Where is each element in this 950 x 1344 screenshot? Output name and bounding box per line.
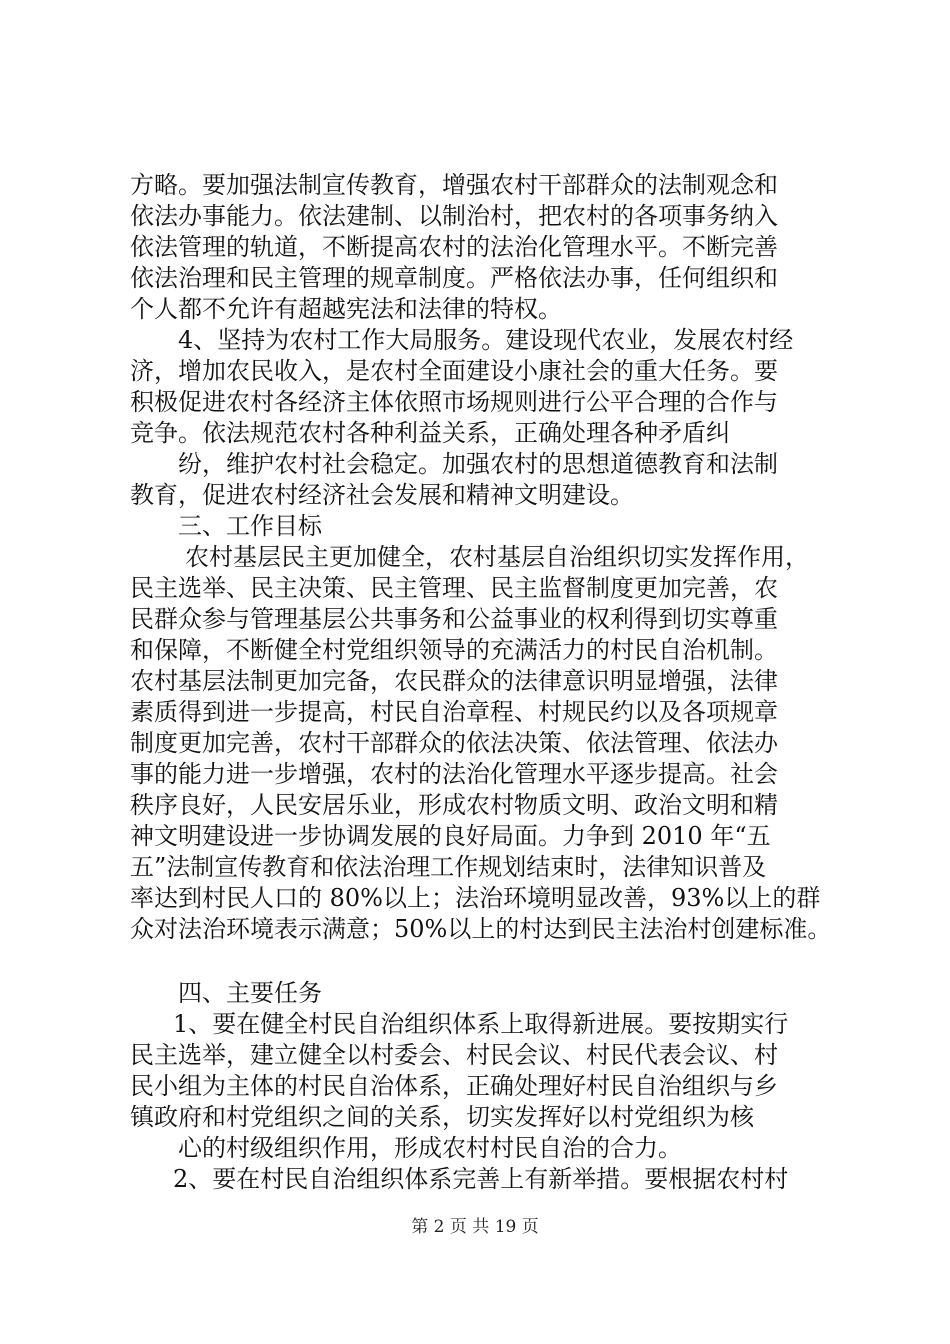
text-line: 依法管理的轨道，不断提高农村的法治化管理水平。不断完善: [130, 233, 778, 261]
text-line: 济，增加农民收入，是农村全面建设小康社会的重大任务。要: [130, 357, 778, 385]
text-line: 方略。要加强法制宣传教育，增强农村干部群众的法制观念和: [130, 171, 778, 199]
text-line: 民主选举、民主决策、民主管理、民主监督制度更加完善，农: [130, 574, 778, 602]
text-line: 竞争。依法规范农村各种利益关系，正确处理各种矛盾纠: [130, 419, 730, 447]
text-line-indented: 心的村级组织作用，形成农村村民自治的合力。: [178, 1134, 682, 1162]
section-heading: 三、工作目标: [178, 512, 322, 540]
text-line: 镇政府和村党组织之间的关系，切实发挥好以村党组织为核: [130, 1103, 754, 1131]
text-line: 民小组为主体的村民自治体系，正确处理好村民自治组织与乡: [130, 1072, 778, 1100]
text-line: 农村基层法制更加完备，农民群众的法律意识明显增强，法律: [130, 667, 778, 695]
paragraph-gap: [0, 945, 950, 978]
text-line: 积极促进农村各经济主体依照市场规则进行公平合理的合作与: [130, 388, 778, 416]
section-heading: 四、主要任务: [178, 979, 322, 1007]
paragraph-start: 2、要在村民自治组织体系完善上有新举措。要根据农村村: [173, 1165, 789, 1193]
document-body: [0, 170, 950, 1195]
text-line: 事的能力进一步增强，农村的法治化管理水平逐步提高。社会: [130, 760, 778, 788]
page-footer: 第 2 页 共 19 页: [411, 1217, 539, 1237]
paragraph-start: 4、坚持为农村工作大局服务。建设现代农业，发展农村经: [178, 326, 794, 354]
text-line: 秩序良好，人民安居乐业，形成农村物质文明、政治文明和精: [130, 791, 778, 819]
text-line: 五”法制宣传教育和依法治理工作规划结束时，法律知识普及: [130, 853, 767, 881]
text-line: 众对法治环境表示满意；50%以上的村达到民主法治村创建标准。: [130, 915, 832, 943]
paragraph-start: 1、要在健全村民自治组织体系上取得新进展。要按期实行: [173, 1010, 789, 1038]
text-line: 素质得到进一步提高，村民自治章程、村规民约以及各项规章: [130, 698, 778, 726]
text-line: 率达到村民人口的 80%以上；法治环境明显改善，93%以上的群: [130, 884, 821, 912]
text-line: 民主选举，建立健全以村委会、村民会议、村民代表会议、村: [130, 1041, 778, 1069]
text-line: 个人都不允许有超越宪法和法律的特权。: [130, 295, 562, 323]
text-line: 依法治理和民主管理的规章制度。严格依法办事，任何组织和: [130, 264, 778, 292]
text-line: 制度更加完善，农村干部群众的依法决策、依法管理、依法办: [130, 729, 778, 757]
text-line: 民群众参与管理基层公共事务和公益事业的权利得到切实尊重: [130, 605, 778, 633]
text-line: 和保障，不断健全村党组织领导的充满活力的村民自治机制。: [130, 636, 778, 664]
text-line: 教育，促进农村经济社会发展和精神文明建设。: [130, 481, 634, 509]
text-line: 神文明建设进一步协调发展的良好局面。力争到 2010 年“五: [130, 822, 771, 850]
text-line: 依法办事能力。依法建制、以制治村，把农村的各项事务纳入: [130, 202, 778, 230]
paragraph-start: 农村基层民主更加健全，农村基层自治组织切实发挥作用，: [185, 543, 809, 571]
text-line-indented: 纷，维护农村社会稳定。加强农村的思想道德教育和法制: [178, 450, 778, 478]
